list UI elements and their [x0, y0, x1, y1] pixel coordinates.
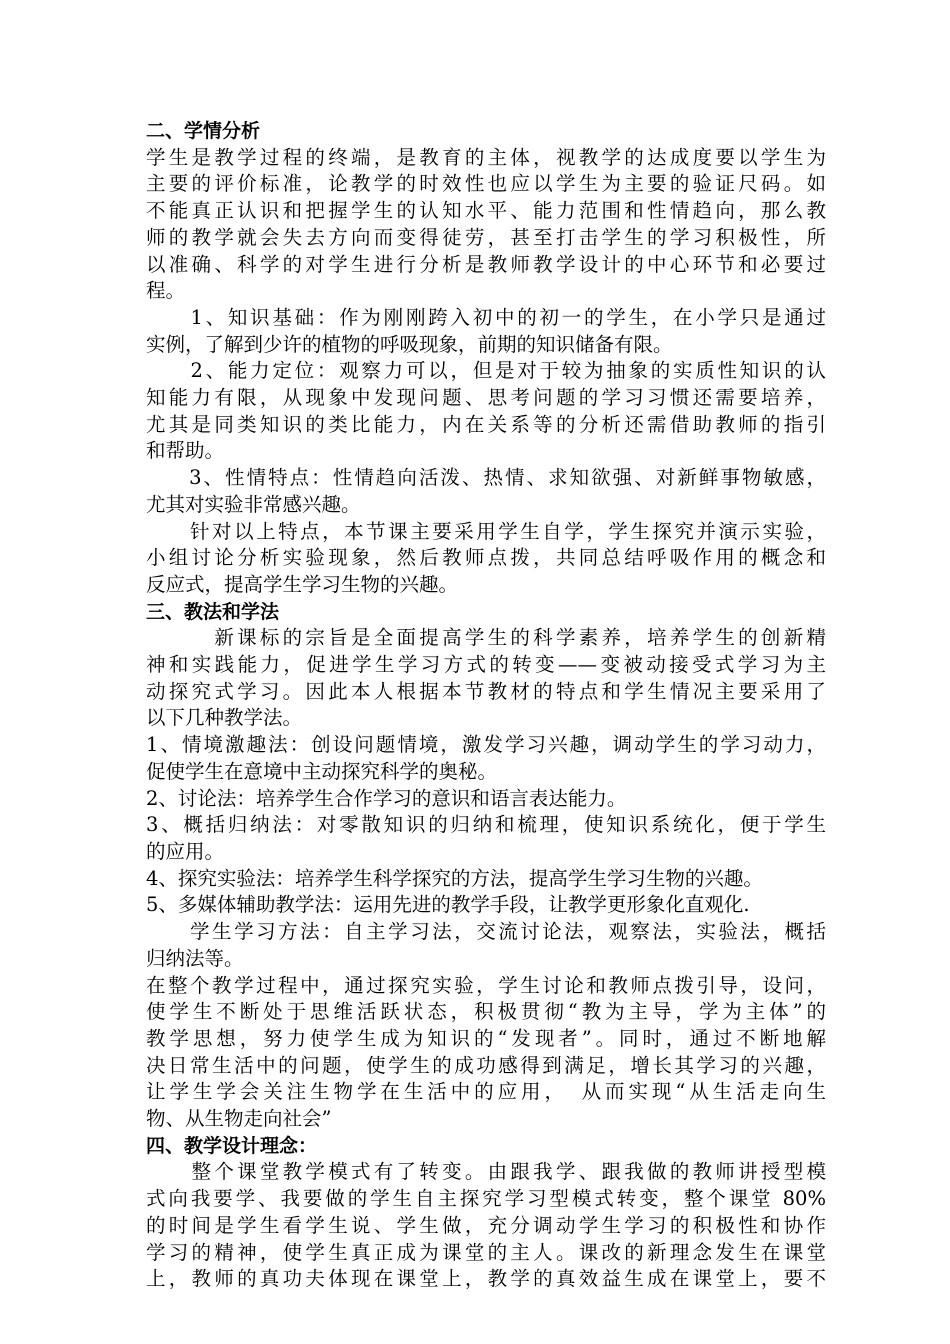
text-line: 3、概括归纳法：对零散知识的归纳和梳理，使知识系统化，便于学生 — [146, 813, 826, 837]
text-line: 尤其是同类知识的类比能力，内在关系等的分析还需借助教师的指引 — [146, 412, 826, 436]
text-line: 实例，了解到少许的植物的呼吸现象，前期的知识储备有限。 — [146, 332, 673, 356]
paragraph-summary — [146, 519, 826, 599]
text-line: 让学生学会关注生物学在生活中的应用， 从而实现“从生活走向生 — [146, 1080, 826, 1104]
text-line: 以准确、科学的对学生进行分析是教师教学设计的中心环节和必要过 — [146, 252, 826, 276]
text-line: 和帮助。 — [146, 439, 225, 463]
paragraph-methods-intro — [146, 625, 826, 732]
text-line: 学生是教学过程的终端，是教育的主体，视教学的达成度要以学生为 — [146, 145, 826, 169]
list-item-method-1 — [146, 732, 826, 785]
text-line: 神和实践能力，促进学生学习方式的转变——变被动接受式学习为主 — [146, 653, 826, 677]
paragraph-learning-methods — [146, 919, 826, 972]
paragraph-learner-intro — [146, 145, 826, 305]
text-line: 归纳法等。 — [146, 946, 244, 970]
list-item-method-3 — [146, 812, 826, 865]
text-line: 2、讨论法：培养学生合作学习的意识和语言表达能力。 — [146, 786, 627, 810]
section-heading-learner-analysis: 二、学情分析 — [146, 120, 261, 142]
paragraph-teaching-process — [146, 973, 826, 1133]
text-line: 新课标的宗旨是全面提高学生的科学素养，培养学生的创新精 — [146, 626, 826, 650]
text-line: 不能真正认识和把握学生的认知水平、能力范围和性情趋向，那么教 — [146, 199, 826, 223]
text-line: 师的教学就会失去方向而变得徒劳，甚至打击学生的学习积极性，所 — [146, 225, 826, 249]
text-line: 教学思想，努力使学生成为知识的“发现者”。同时，通过不断地解 — [146, 1026, 826, 1050]
text-line: 5、多媒体辅助教学法：运用先进的教学手段，让教学更形象化直观化. — [146, 893, 750, 917]
text-line: 3、性情特点：性情趋向活泼、热情、求知欲强、对新鲜事物敏感， — [146, 466, 826, 490]
text-line: 学习的精神，使学生真正成为课堂的主人。课改的新理念发生在课堂 — [146, 1240, 826, 1264]
list-item-method-4 — [146, 866, 826, 893]
text-line: 1、情境激趣法：创设问题情境，激发学习兴趣，调动学生的学习动力， — [146, 733, 826, 757]
section-heading-design-concept: 四、教学设计理念： — [146, 1134, 318, 1157]
text-line: 尤其对实验非常感兴趣。 — [146, 492, 361, 516]
paragraph-ability — [146, 358, 826, 465]
text-line: 式向我要学、我要做的学生自主探究学习型模式转变，整个课堂 80% — [146, 1187, 826, 1211]
text-line: 动探究式学习。因此本人根据本节教材的特点和学生情况主要采用了 — [146, 679, 826, 703]
text-line: 使学生不断处于思维活跃状态，积极贯彻“教为主导，学为主体”的 — [146, 1000, 826, 1024]
document-page — [146, 118, 826, 1293]
paragraph-knowledge-basis — [146, 305, 826, 358]
text-line: 1、知识基础：作为刚刚跨入初中的初一的学生，在小学只是通过 — [146, 305, 826, 329]
paragraph-traits — [146, 465, 826, 518]
section-heading-methods: 三、教法和学法 — [146, 600, 280, 623]
text-line: 主要的评价标准，论教学的时效性也应以学生为主要的验证尺码。如 — [146, 172, 826, 196]
text-line: 整个课堂教学模式有了转变。由跟我学、跟我做的教师讲授型模 — [146, 1160, 826, 1184]
text-line: 促使学生在意境中主动探究科学的奥秘。 — [146, 759, 498, 783]
paragraph-design-concept — [146, 1159, 826, 1293]
text-line: 的时间是学生看学生说、学生做，充分调动学生学习的积极性和协作 — [146, 1213, 826, 1237]
text-line: 2、能力定位：观察力可以，但是对于较为抽象的实质性知识的认 — [146, 359, 826, 383]
text-line: 学生学习方法：自主学习法，交流讨论法，观察法，实验法，概括 — [146, 920, 826, 944]
text-line: 的应用。 — [146, 839, 225, 863]
text-line: 决日常生活中的问题，使学生的成功感得到满足，增长其学习的兴趣， — [146, 1053, 826, 1077]
text-line: 上，教师的真功夫体现在课堂上，教学的真效益生成在课堂上，要不 — [146, 1267, 826, 1291]
text-line: 针对以上特点，本节课主要采用学生自学，学生探究并演示实验， — [146, 519, 826, 543]
list-item-method-5 — [146, 892, 826, 919]
text-line: 4、探究实验法：培养学生科学探究的方法，提高学生学习生物的兴趣。 — [146, 866, 763, 890]
text-line: 程。 — [146, 279, 186, 303]
text-line: 知能力有限，从现象中发现问题、思考问题的学习习惯还需要培养， — [146, 386, 826, 410]
text-line: 在整个教学过程中，通过探究实验，学生讨论和教师点拨引导，设问， — [146, 973, 826, 997]
text-line: 小组讨论分析实验现象，然后教师点拨，共同总结呼吸作用的概念和 — [146, 546, 826, 570]
text-line: 物、从生物走向社会” — [146, 1107, 332, 1131]
text-line: 反应式，提高学生学习生物的兴趣。 — [146, 572, 459, 596]
list-item-method-2 — [146, 786, 826, 813]
text-line: 以下几种教学法。 — [146, 706, 303, 730]
